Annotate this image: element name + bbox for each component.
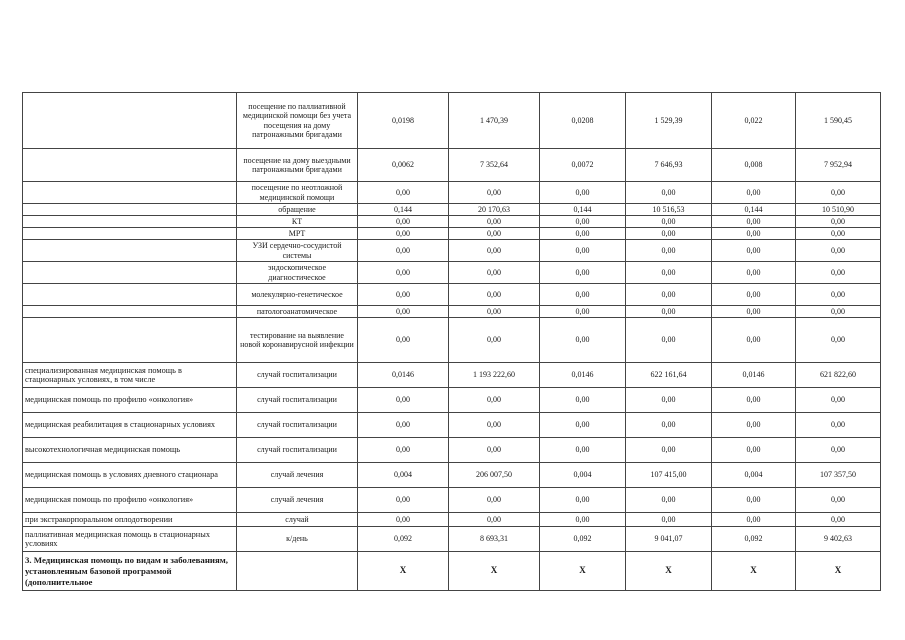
table-row (23, 149, 881, 182)
cost-2023-cell: 0,00 (449, 318, 540, 363)
cost-2024-cell: 0,00 (626, 318, 712, 363)
cost-2024-cell: 0,00 (626, 513, 712, 527)
cost-2025-cell: 7 952,94 (796, 149, 881, 182)
volume-2023-cell: X (358, 552, 449, 591)
volume-2023-cell: 0,0146 (358, 363, 449, 388)
table-row (23, 204, 881, 216)
volume-2025-cell: 0,0146 (712, 363, 796, 388)
unit-cell: посещение по неотложной медицинской помощи (237, 182, 358, 204)
volume-2025-cell: 0,022 (712, 93, 796, 149)
care-type-cell (23, 93, 237, 149)
cost-2025-cell: 621 822,60 (796, 363, 881, 388)
cost-2023-cell: 1 470,39 (449, 93, 540, 149)
cost-2023-cell: 0,00 (449, 228, 540, 240)
cost-2025-cell: 0,00 (796, 306, 881, 318)
unit-cell: молекулярно-генетическое (237, 284, 358, 306)
cost-2024-cell: 0,00 (626, 240, 712, 262)
care-type-cell: высокотехнологичная медицинская помощь (23, 438, 237, 463)
cost-2023-cell: 0,00 (449, 240, 540, 262)
cost-2024-cell: 0,00 (626, 182, 712, 204)
table-row (23, 463, 881, 488)
unit-cell: эндоскопическое диагностическое (237, 262, 358, 284)
table-row (23, 513, 881, 527)
volume-2023-cell: 0,00 (358, 388, 449, 413)
volume-2023-cell: 0,00 (358, 240, 449, 262)
volume-2024-cell: 0,092 (540, 527, 626, 552)
table-row (23, 93, 881, 149)
volume-2025-cell: 0,008 (712, 149, 796, 182)
cost-2025-cell: 0,00 (796, 318, 881, 363)
volume-2023-cell: 0,144 (358, 204, 449, 216)
table-row (23, 228, 881, 240)
cost-2023-cell: 0,00 (449, 216, 540, 228)
care-type-cell: медицинская реабилитация в стационарных условиях (23, 413, 237, 438)
volume-2023-cell: 0,00 (358, 228, 449, 240)
table-row (23, 262, 881, 284)
volume-2023-cell: 0,0198 (358, 93, 449, 149)
cost-2025-cell: 0,00 (796, 216, 881, 228)
volume-2025-cell: 0,00 (712, 388, 796, 413)
volume-2024-cell: 0,00 (540, 318, 626, 363)
unit-cell: тестирование на выявление новой коронавирусной инфекции (237, 318, 358, 363)
volume-2025-cell: 0,004 (712, 463, 796, 488)
volume-2023-cell: 0,092 (358, 527, 449, 552)
cost-2025-cell: 0,00 (796, 262, 881, 284)
volume-2024-cell: 0,00 (540, 413, 626, 438)
cost-2024-cell: 0,00 (626, 228, 712, 240)
table-row (23, 527, 881, 552)
cost-2025-cell: 0,00 (796, 182, 881, 204)
cost-2025-cell: 9 402,63 (796, 527, 881, 552)
table-row (23, 318, 881, 363)
volume-2025-cell: 0,00 (712, 240, 796, 262)
cost-2023-cell: 1 193 222,60 (449, 363, 540, 388)
volume-2024-cell: 0,00 (540, 240, 626, 262)
volume-2025-cell: 0,00 (712, 228, 796, 240)
cost-2023-cell: 20 170,63 (449, 204, 540, 216)
volume-2024-cell: 0,00 (540, 306, 626, 318)
cost-2025-cell: 0,00 (796, 413, 881, 438)
volume-2024-cell: 0,00 (540, 182, 626, 204)
volume-2025-cell: 0,00 (712, 488, 796, 513)
table-row (23, 488, 881, 513)
unit-cell: УЗИ сердечно-сосудистой системы (237, 240, 358, 262)
volume-2025-cell: 0,092 (712, 527, 796, 552)
volume-2023-cell: 0,00 (358, 413, 449, 438)
volume-2024-cell: 0,0072 (540, 149, 626, 182)
table-row (23, 182, 881, 204)
cost-2023-cell: X (449, 552, 540, 591)
table-row (23, 306, 881, 318)
cost-2023-cell: 7 352,64 (449, 149, 540, 182)
volume-2025-cell: 0,00 (712, 318, 796, 363)
table-row (23, 552, 881, 591)
volume-2024-cell: 0,00 (540, 284, 626, 306)
volume-2025-cell: 0,00 (712, 182, 796, 204)
care-type-cell (23, 240, 237, 262)
unit-cell: случай лечения (237, 488, 358, 513)
cost-2025-cell: 0,00 (796, 284, 881, 306)
cost-2024-cell: X (626, 552, 712, 591)
unit-cell: случай госпитализации (237, 413, 358, 438)
care-type-cell (23, 228, 237, 240)
care-type-cell (23, 318, 237, 363)
volume-2025-cell: 0,144 (712, 204, 796, 216)
volume-2024-cell: 0,00 (540, 228, 626, 240)
volume-2024-cell: 0,00 (540, 513, 626, 527)
cost-2025-cell: X (796, 552, 881, 591)
unit-cell: посещение по паллиативной медицинской помощи без учета посещения на дому патронажными бригадами (237, 93, 358, 149)
volume-2024-cell: X (540, 552, 626, 591)
volume-2025-cell: 0,00 (712, 262, 796, 284)
cost-2024-cell: 0,00 (626, 306, 712, 318)
care-type-cell: паллиативная медицинская помощь в стационарных условиях (23, 527, 237, 552)
table-row (23, 388, 881, 413)
care-type-cell (23, 306, 237, 318)
care-type-cell (23, 216, 237, 228)
cost-2025-cell: 10 510,90 (796, 204, 881, 216)
unit-cell: случай лечения (237, 463, 358, 488)
unit-cell: случай (237, 513, 358, 527)
volume-2025-cell: 0,00 (712, 438, 796, 463)
cost-2025-cell: 0,00 (796, 388, 881, 413)
volume-2024-cell: 0,00 (540, 262, 626, 284)
cost-2024-cell: 0,00 (626, 413, 712, 438)
care-type-cell: медицинская помощь по профилю «онкология» (23, 388, 237, 413)
volume-2025-cell: 0,00 (712, 216, 796, 228)
volume-2023-cell: 0,00 (358, 513, 449, 527)
cost-2024-cell: 0,00 (626, 488, 712, 513)
care-type-cell: специализированная медицинская помощь в стационарных условиях, в том числе (23, 363, 237, 388)
cost-2023-cell: 0,00 (449, 182, 540, 204)
care-type-cell (23, 284, 237, 306)
unit-cell: случай госпитализации (237, 363, 358, 388)
unit-cell: случай госпитализации (237, 438, 358, 463)
volume-2023-cell: 0,00 (358, 262, 449, 284)
cost-2025-cell: 0,00 (796, 240, 881, 262)
volume-2024-cell: 0,00 (540, 488, 626, 513)
unit-cell: МРТ (237, 228, 358, 240)
unit-cell: КТ (237, 216, 358, 228)
unit-cell: посещение на дому выездными патронажными бригадами (237, 149, 358, 182)
cost-2024-cell: 0,00 (626, 284, 712, 306)
unit-cell: случай госпитализации (237, 388, 358, 413)
care-type-cell (23, 204, 237, 216)
cost-2024-cell: 0,00 (626, 262, 712, 284)
care-type-cell (23, 182, 237, 204)
care-type-cell (23, 149, 237, 182)
table-row (23, 216, 881, 228)
table-row (23, 240, 881, 262)
volume-2023-cell: 0,004 (358, 463, 449, 488)
cost-2023-cell: 206 007,50 (449, 463, 540, 488)
volume-2025-cell: X (712, 552, 796, 591)
cost-2024-cell: 9 041,07 (626, 527, 712, 552)
unit-cell (237, 552, 358, 591)
care-type-cell (23, 262, 237, 284)
volume-2025-cell: 0,00 (712, 306, 796, 318)
cost-2024-cell: 0,00 (626, 438, 712, 463)
table-row (23, 363, 881, 388)
care-type-cell: медицинская помощь по профилю «онкология» (23, 488, 237, 513)
cost-2023-cell: 0,00 (449, 262, 540, 284)
unit-cell: патологоанатомическое (237, 306, 358, 318)
care-type-cell: 3. Медицинская помощь по видам и заболеваниям, установленным базовой программой (дополнительное (23, 552, 237, 591)
volume-2025-cell: 0,00 (712, 513, 796, 527)
unit-cell: обращение (237, 204, 358, 216)
volume-2023-cell: 0,00 (358, 438, 449, 463)
volume-2023-cell: 0,00 (358, 284, 449, 306)
table-row (23, 438, 881, 463)
cost-2025-cell: 0,00 (796, 513, 881, 527)
volume-2024-cell: 0,00 (540, 216, 626, 228)
cost-2024-cell: 10 516,53 (626, 204, 712, 216)
financing-norms-table (22, 92, 881, 591)
table-row (23, 413, 881, 438)
cost-2024-cell: 622 161,64 (626, 363, 712, 388)
volume-2024-cell: 0,00 (540, 438, 626, 463)
cost-2025-cell: 0,00 (796, 438, 881, 463)
cost-2023-cell: 0,00 (449, 513, 540, 527)
volume-2024-cell: 0,0208 (540, 93, 626, 149)
volume-2023-cell: 0,00 (358, 306, 449, 318)
volume-2023-cell: 0,0062 (358, 149, 449, 182)
cost-2023-cell: 0,00 (449, 413, 540, 438)
cost-2023-cell: 0,00 (449, 306, 540, 318)
cost-2023-cell: 0,00 (449, 388, 540, 413)
volume-2023-cell: 0,00 (358, 318, 449, 363)
cost-2024-cell: 7 646,93 (626, 149, 712, 182)
volume-2024-cell: 0,00 (540, 388, 626, 413)
cost-2023-cell: 8 693,31 (449, 527, 540, 552)
cost-2024-cell: 0,00 (626, 388, 712, 413)
care-type-cell: при экстракорпоральном оплодотворении (23, 513, 237, 527)
volume-2024-cell: 0,004 (540, 463, 626, 488)
cost-2024-cell: 1 529,39 (626, 93, 712, 149)
volume-2024-cell: 0,0146 (540, 363, 626, 388)
care-type-cell: медицинская помощь в условиях дневного стационара (23, 463, 237, 488)
cost-2025-cell: 0,00 (796, 228, 881, 240)
cost-2024-cell: 0,00 (626, 216, 712, 228)
cost-2025-cell: 107 357,50 (796, 463, 881, 488)
volume-2025-cell: 0,00 (712, 413, 796, 438)
cost-2025-cell: 0,00 (796, 488, 881, 513)
volume-2025-cell: 0,00 (712, 284, 796, 306)
volume-2024-cell: 0,144 (540, 204, 626, 216)
cost-2023-cell: 0,00 (449, 488, 540, 513)
volume-2023-cell: 0,00 (358, 182, 449, 204)
cost-2024-cell: 107 415,00 (626, 463, 712, 488)
cost-2023-cell: 0,00 (449, 284, 540, 306)
cost-2025-cell: 1 590,45 (796, 93, 881, 149)
table-row (23, 284, 881, 306)
unit-cell: к/день (237, 527, 358, 552)
volume-2023-cell: 0,00 (358, 488, 449, 513)
cost-2023-cell: 0,00 (449, 438, 540, 463)
volume-2023-cell: 0,00 (358, 216, 449, 228)
